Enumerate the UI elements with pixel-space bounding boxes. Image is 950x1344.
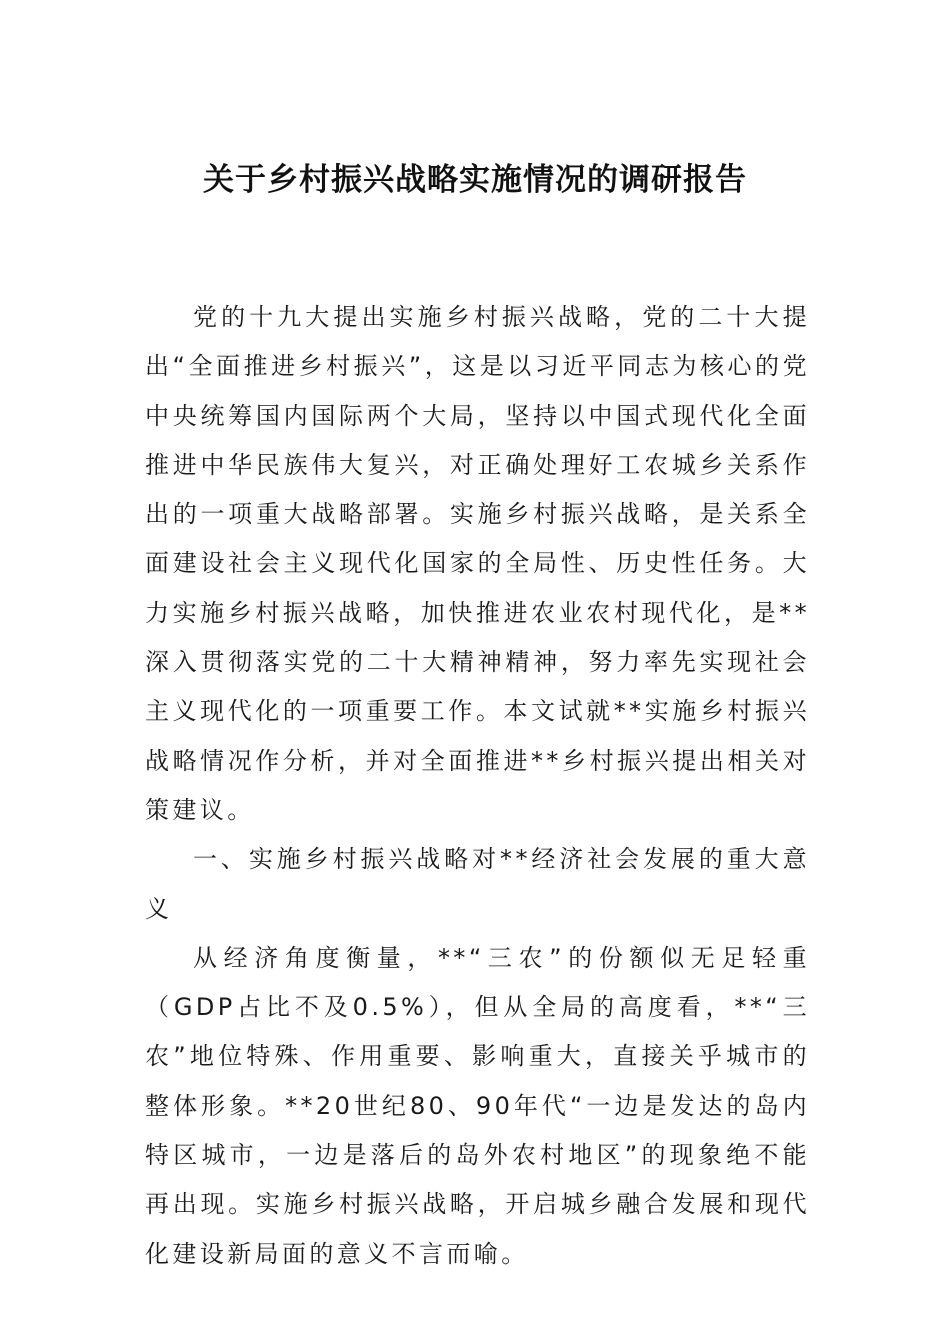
document-body [145, 293, 810, 1279]
paragraph-economic: 从经济角度衡量，**“三农”的份额似无足轻重（GDP占比不及0.5%），但从全局的高度看，**“三农”地位特殊、作用重要、影响重大，直接关乎城市的整体形象。**20世纪80、90年代“一边是发达的岛内特区城市，一边是落后的岛外农村地区”的现象绝不能再出现。实施乡村振兴战略，开启城乡融合发展和现代化建设新局面的意义不言而喻。 [145, 943, 810, 1268]
document-title: 关于乡村振兴战略实施情况的调研报告 [203, 162, 747, 198]
section-heading-1: 一、实施乡村振兴战略对**经济社会发展的重大意义 [145, 845, 810, 923]
paragraph-intro: 党的十九大提出实施乡村振兴战略，党的二十大提出“全面推进乡村振兴”，这是以习近平同志为核心的党中央统筹国内国际两个大局，坚持以中国式现代化全面推进中华民族伟大复兴，对正确处理好工农城乡关系作出的一项重大战略部署。实施乡村振兴战略，是关系全面建设社会主义现代化国家的全局性、历史性任务。大力实施乡村振兴战略，加快推进农业农村现代化，是**深入贯彻落实党的二十大精神精神，努力率先实现社会主义现代化的一项重要工作。本文试就**实施乡村振兴战略情况作分析，并对全面推进**乡村振兴提出相关对策建议。 [145, 303, 810, 824]
